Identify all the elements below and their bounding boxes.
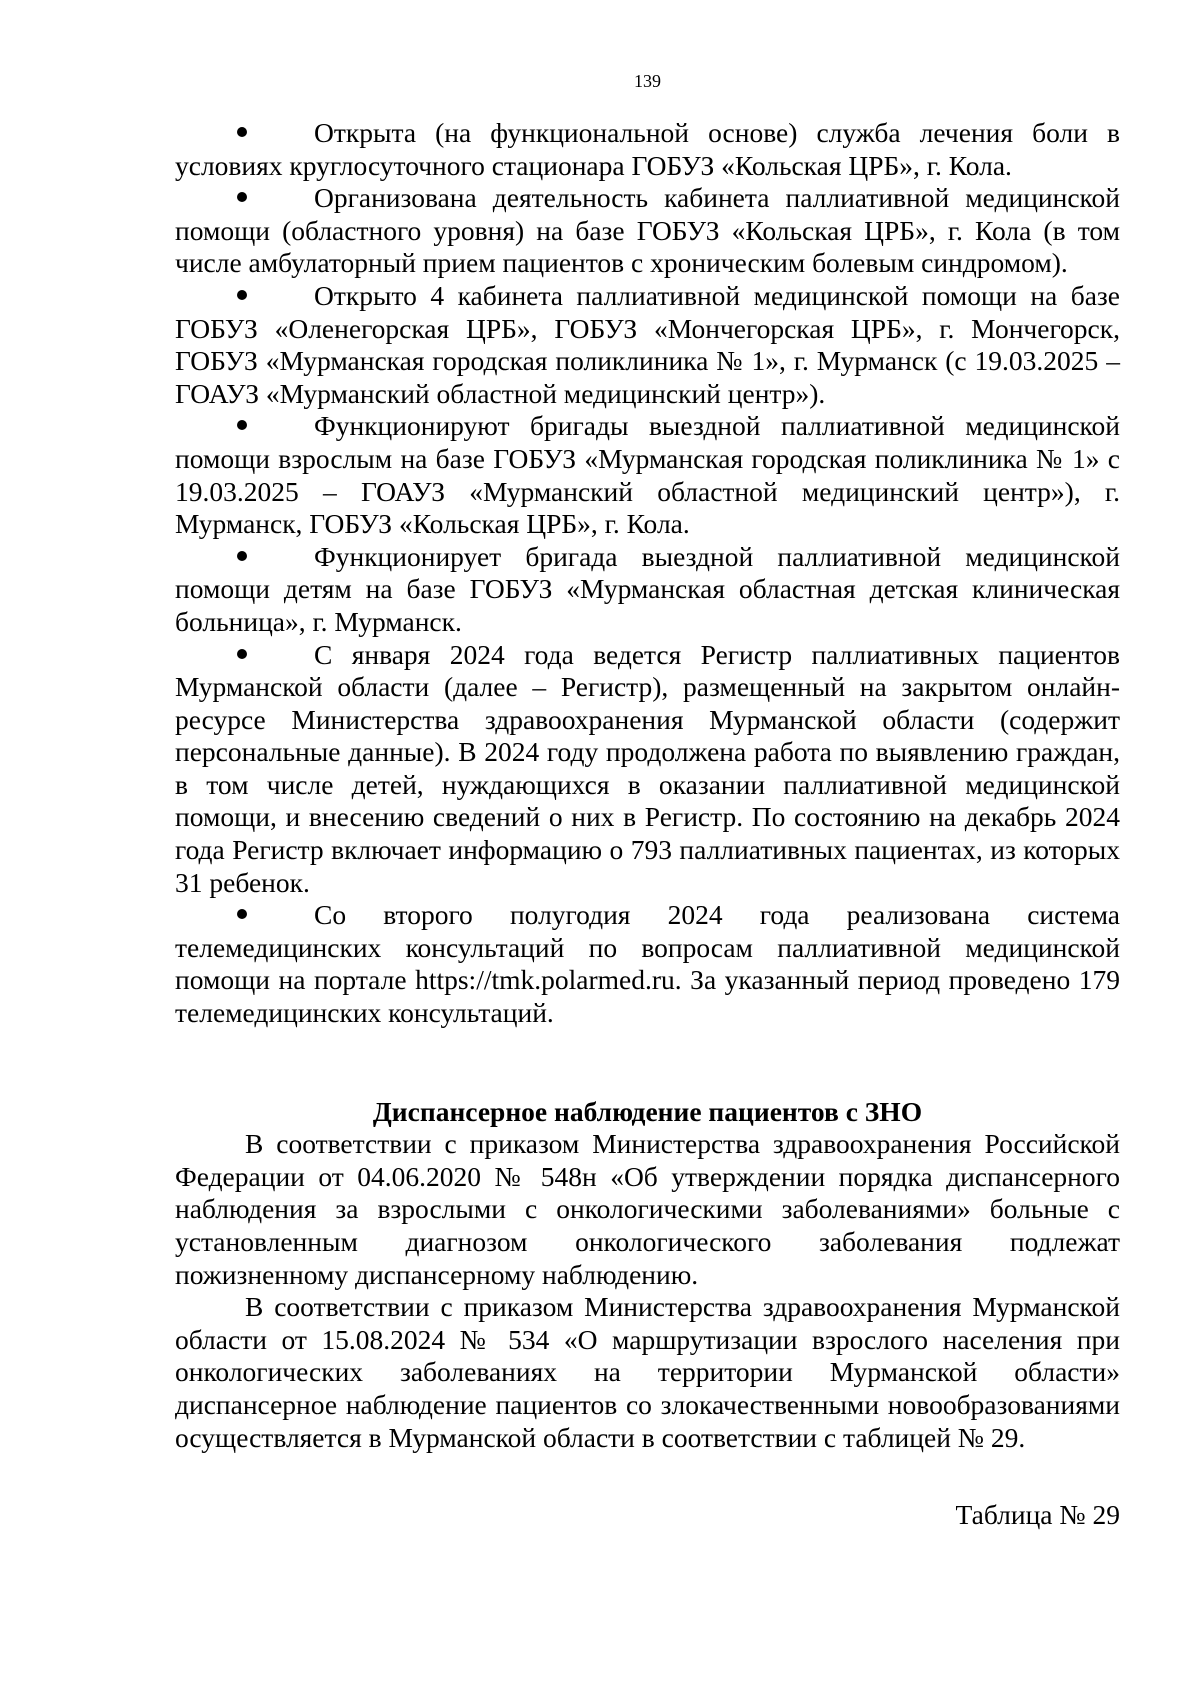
bullet-item <box>175 541 1120 639</box>
bullet-item <box>175 410 1120 540</box>
bullet-item <box>175 899 1120 1029</box>
section-heading: Диспансерное наблюдение пациентов с ЗНО <box>372 1095 923 1127</box>
table-caption: Таблица № 29 <box>955 1499 1120 1531</box>
bullet-text: С января 2024 года ведется Регистр паллиативных пациентов Мурманской области (далее – Регистр), размещенный на закрытом онлайн-ресурсе Министерства здравоохранения Мурманской области (содержит персональные данные). В 2024 году продолжена работа по выявлению граждан, в том числе детей, нуждающихся в оказании паллиативной медицинской помощи, и внесению сведений о них в Регистр. По состоянию на декабрь 2024 года Регистр включает информацию о 793 паллиативных пациентах, из которых 31 ребенок. <box>175 638 1120 898</box>
bullet-text: Со второго полугодия 2024 года реализована система телемедицинских консультаций по вопросам паллиативной медицинской помощи на портале https://tmk.polarmed.ru. За указанный период проведено 179 телемедицинских консультаций. <box>175 899 1120 1029</box>
bullet-item <box>175 182 1120 280</box>
bullet-text: Организована деятельность кабинета паллиативной медицинской помощи (областного уровня) на базе ГОБУЗ «Кольская ЦРБ», г. Кола (в том числе амбулаторный прием пациентов с хроническим болевым синдромом). <box>175 182 1120 279</box>
body-paragraph: В соответствии с приказом Министерства здравоохранения Российской Федерации от 04.06.2020 № 548н «Об утверждении порядка диспансерного наблюдения за взрослыми с онкологическими заболеваниями» больные с установленным диагнозом онкологического заболевания подлежат пожизненному диспансерному наблюдению. <box>175 1128 1120 1290</box>
bullet-item <box>175 280 1120 410</box>
document-body <box>175 117 1120 1532</box>
page-number: 139 <box>634 71 661 91</box>
bullet-item <box>175 639 1120 900</box>
bullet-text: Открыта (на функциональной основе) служба лечения боли в условиях круглосуточного стационара ГОБУЗ «Кольская ЦРБ», г. Кола. <box>175 117 1120 181</box>
bullet-text: Функционирует бригада выездной паллиативной медицинской помощи детям на базе ГОБУЗ «Мурманская областная детская клиническая больница», г. Мурманск. <box>175 540 1120 637</box>
bullet-text: Функционируют бригады выездной паллиативной медицинской помощи взрослым на базе ГОБУЗ «Мурманская городская поликлиника № 1» с 19.03.2025 – ГОАУЗ «Мурманский областной медицинский центр»), г. Мурманск, ГОБУЗ «Кольская ЦРБ», г. Кола. <box>175 410 1120 540</box>
bullet-text: Открыто 4 кабинета паллиативной медицинской помощи на базе ГОБУЗ «Оленегорская ЦРБ», ГОБУЗ «Мончегорская ЦРБ», г. Мончегорск, ГОБУЗ «Мурманская городская поликлиника № 1», г. Мурманск (с 19.03.2025 – ГОАУЗ «Мурманский областной медицинский центр»). <box>175 279 1120 409</box>
body-paragraph: В соответствии с приказом Министерства здравоохранения Мурманской области от 15.08.2024 № 534 «О маршрутизации взрослого населения при онкологических заболеваниях на территории Мурманской области» диспансерное наблюдение пациентов со злокачественными новообразованиями осуществляется в Мурманской области в соответствии с таблицей № 29. <box>175 1291 1120 1453</box>
bullet-item <box>175 117 1120 182</box>
